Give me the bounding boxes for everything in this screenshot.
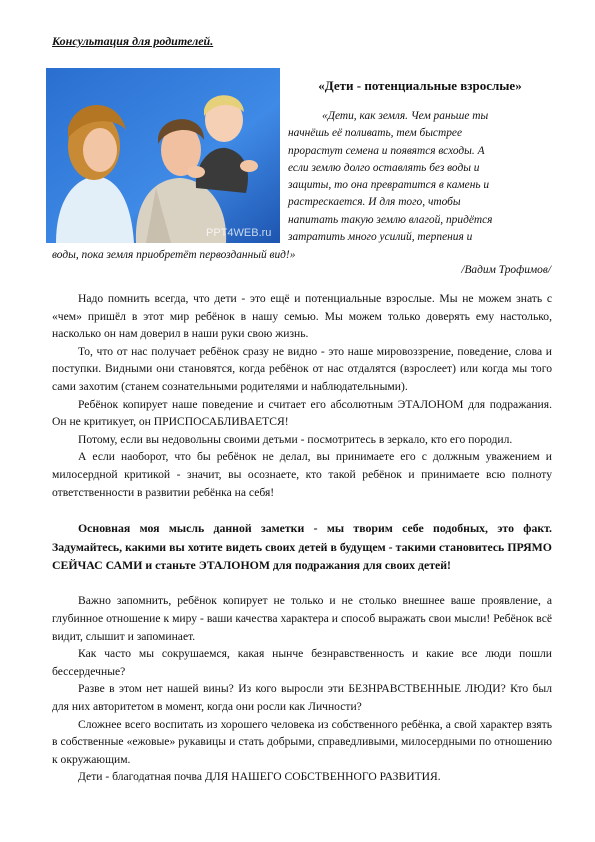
quote-line: если землю долго оставлять без воды и [288, 161, 480, 174]
paragraph: Ребёнок копирует наше поведение и считает его абсолютным ЭТАЛОНОМ для подражания. Он не критикует, он ПРИСПОСАБЛИВАЕТСЯ! [52, 397, 552, 429]
quote-author: /Вадим Трофимов/ [461, 264, 551, 276]
document-header: Консультация для родителей. [52, 34, 214, 48]
quote-line: прорастут семена и появятся всходы. А [288, 144, 485, 157]
quote-line: растрескается. И для того, чтобы [288, 196, 461, 209]
article-title: «Дети - потенциальные взрослые» [318, 78, 522, 93]
watermark-text: PPT4WEB.ru [206, 227, 272, 239]
paragraph: Дети - благодатная почва ДЛЯ НАШЕГО СОБСТВЕННОГО РАЗВИТИЯ. [78, 770, 441, 784]
article-body [52, 290, 552, 786]
paragraph: Как часто мы сокрушаемся, какая нынче безнравственность и какие все люди пошли бессердечные? [52, 647, 552, 678]
quote-line: затратить много усилий, терпения и [288, 231, 473, 244]
paragraph: Потому, если вы недовольны своими детьми - посмотритесь в зеркало, кто его породил. [78, 432, 513, 446]
paragraph: Важно запомнить, ребёнок копирует не только и не столько внешнее ваше проявление, а глубинное отношение к миру - ваши качества характера и способ выражать свои мысли! Ребёнок всё видит, слышит и запоминает. [52, 594, 552, 643]
quote-line: защиты, то она превратится в камень и [288, 179, 490, 192]
paragraph: Надо помнить всегда, что дети - это ещё и потенциальные взрослые. Мы не можем знать с «чем» пришёл в этот мир ребёнок в нашу семью. Мы можем только доверять ему настолько, насколько он нам доверил в наши руки свою жизнь. [52, 292, 552, 341]
paragraph: А если наоборот, что бы ребёнок не делал, вы принимаете его с должным уважением и милосердной критикой - значит, вы осознаете, кто такой ребёнок и принимаете всю полноту ответственности в развитии ребёнка на себя! [52, 450, 552, 499]
paragraph: То, что от нас получает ребёнок сразу не видно - это наше мировоззрение, поведение, слова и поступки. Видными они становятся, когда ребёнок от нас отдалятся (взрослеет) или когда мы того сами захотим (станем сознательными родителями и наблюдательными). [52, 344, 552, 393]
quote-tail: воды, пока земля приобретёт первозданный вид!» [52, 249, 296, 261]
key-thought-paragraph: Основная моя мысль данной заметки - мы творим себе подобных, это факт. Задумайтесь, какими вы хотите видеть своих детей в будущем - такими становитесь ПРЯМО СЕЙЧАС САМИ и станьте ЭТАЛОНОМ для подражания для своих детей! [52, 521, 552, 572]
family-photo [46, 68, 280, 243]
paragraph: Разве в этом нет нашей вины? Из кого выросли эти БЕЗНРАВСТВЕННЫЕ ЛЮДИ? Кто был для них авторитетом в момент, когда они росли как Личности? [52, 682, 552, 713]
epigraph-quote [288, 108, 552, 246]
paragraph: Сложнее всего воспитать из хорошего человека из собственного ребёнка, а свой характер взять в собственные «ежовые» рукавицы и стать добрыми, справедливыми, милосердными по отношению к окружающим. [52, 717, 552, 766]
quote-line: начнёшь её поливать, тем быстрее [288, 127, 463, 140]
quote-line: напитать такую землю влагой, придётся [288, 213, 493, 226]
quote-line: «Дети, как земля. Чем раньше ты [322, 110, 489, 122]
